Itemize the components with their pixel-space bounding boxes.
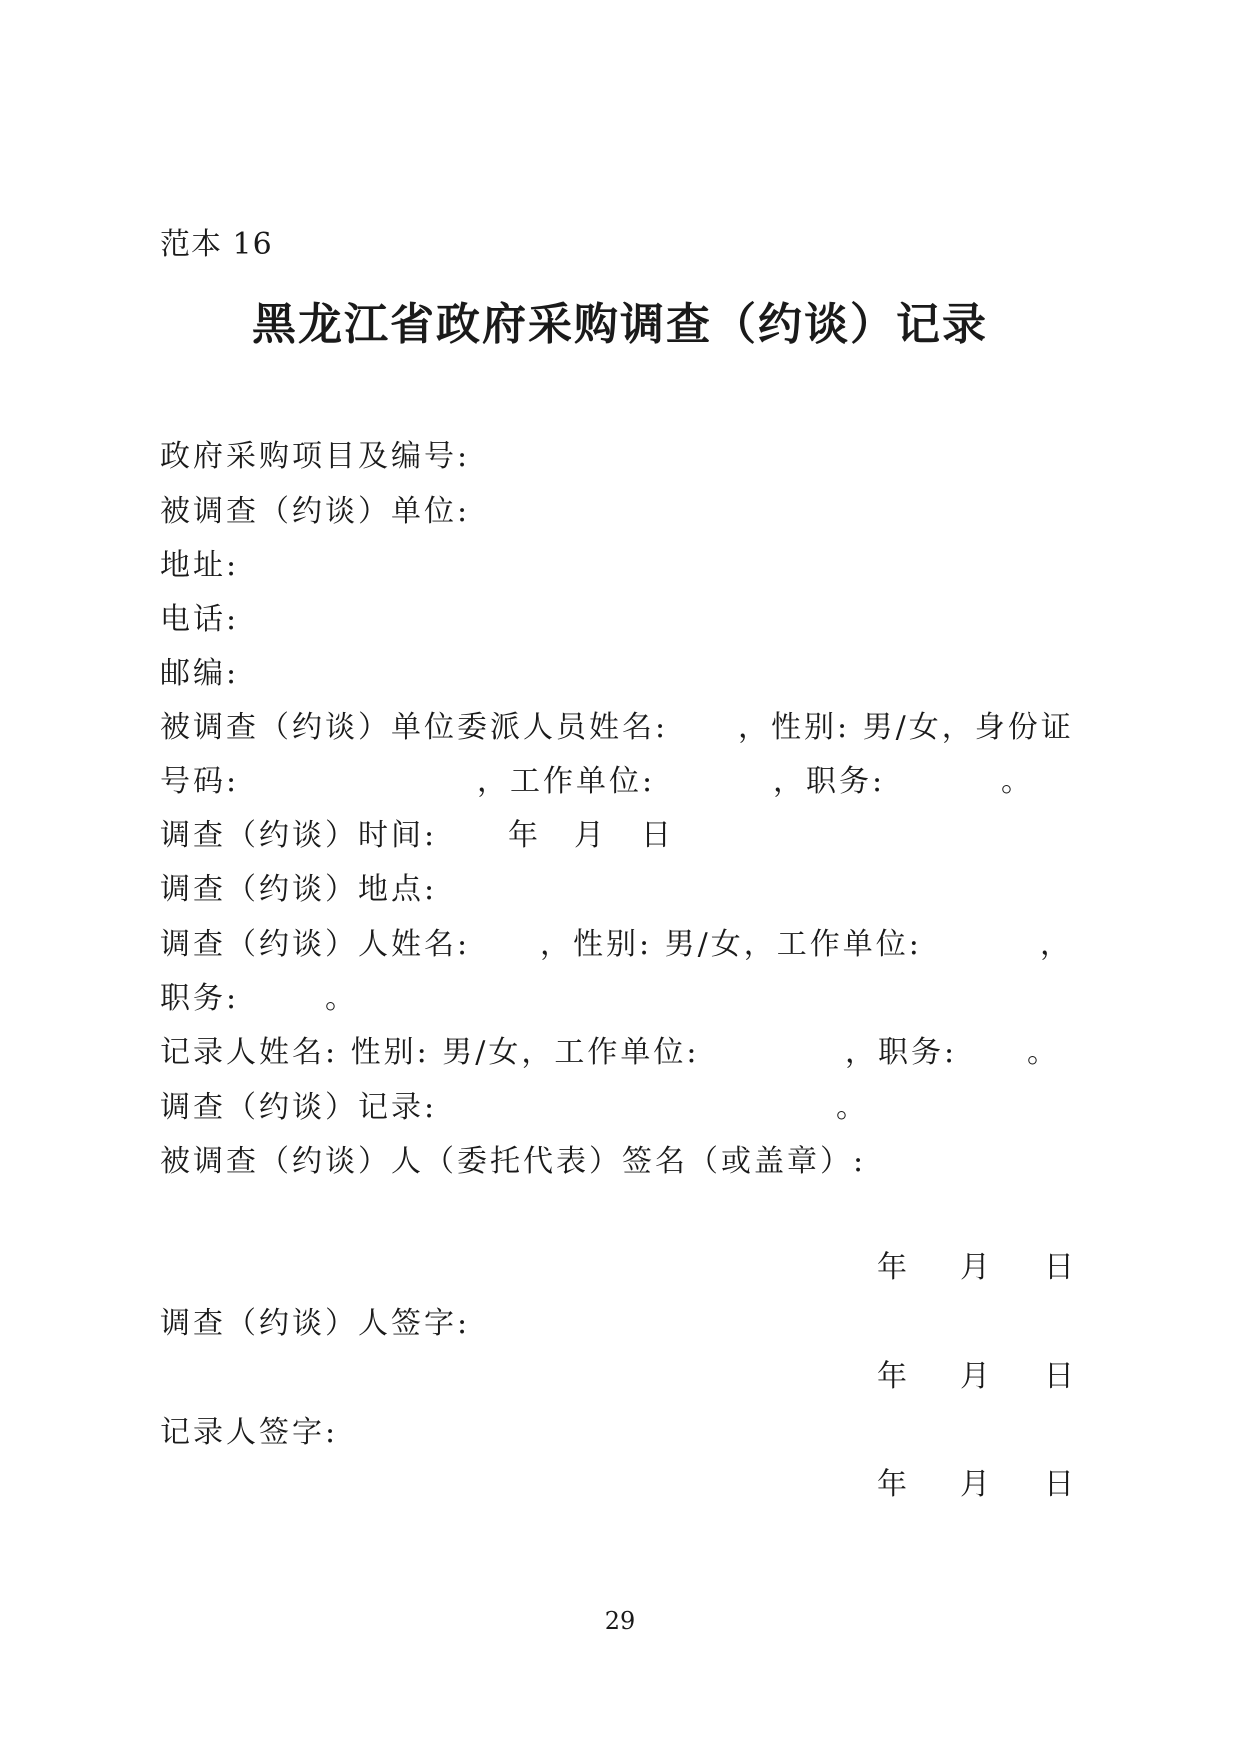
field-investigator-position: 职务: xyxy=(160,981,240,1016)
period-mark: 。 xyxy=(1001,764,1034,799)
field-phone: 电话: xyxy=(160,602,240,637)
signature-date-year: 年 xyxy=(877,1359,907,1394)
field-surveyed-signature: 被调查（约谈）人（委托代表）签名（或盖章）: xyxy=(160,1144,867,1179)
field-survey-record: 调查（约谈）记录: xyxy=(160,1090,438,1125)
field-investigator-name: 调查（约谈）人姓名: xyxy=(160,927,471,962)
comma-mark: ， xyxy=(1040,927,1073,962)
signature-date-year: 年 xyxy=(877,1250,907,1285)
field-investigator-signature: 调查（约谈）人签字: xyxy=(160,1306,471,1341)
page-number: 29 xyxy=(604,1607,636,1635)
field-postcode: 邮编: xyxy=(160,656,240,691)
signature-date-month: 月 xyxy=(960,1250,990,1285)
field-delegate-gender: ，性别: 男/女，身份证 xyxy=(738,710,1074,745)
signature-date-day: 日 xyxy=(1044,1467,1074,1502)
period-mark: 。 xyxy=(325,981,358,1016)
document-title: 黑龙江省政府采购调查（约谈）记录 xyxy=(252,299,988,350)
field-delegate-position: ，职务: xyxy=(773,764,886,799)
field-surveyed-unit: 被调查（约谈）单位: xyxy=(160,494,471,529)
field-delegate-name: 被调查（约谈）单位委派人员姓名: xyxy=(160,710,669,745)
period-mark: 。 xyxy=(1027,1035,1060,1070)
field-id-number: 号码: xyxy=(160,764,240,799)
signature-date-month: 月 xyxy=(960,1467,990,1502)
field-recorder-info: 记录人姓名: 性别: 男/女，工作单位: xyxy=(160,1035,700,1070)
field-recorder-signature: 记录人签字: xyxy=(160,1415,339,1450)
survey-time-year: 年 xyxy=(508,818,538,853)
field-survey-time: 调查（约谈）时间: xyxy=(160,818,438,853)
sample-label: 范本 16 xyxy=(160,227,273,262)
field-investigator-gender-workplace: ，性别: 男/女，工作单位: xyxy=(540,927,922,962)
survey-time-month: 月 xyxy=(574,818,604,853)
signature-date-day: 日 xyxy=(1044,1250,1074,1285)
field-address: 地址: xyxy=(160,548,240,583)
field-survey-place: 调查（约谈）地点: xyxy=(160,872,438,907)
signature-date-month: 月 xyxy=(960,1359,990,1394)
survey-time-day: 日 xyxy=(641,818,671,853)
signature-date-year: 年 xyxy=(877,1467,907,1502)
field-delegate-workplace: ，工作单位: xyxy=(477,764,656,799)
period-mark: 。 xyxy=(836,1090,869,1125)
field-project-and-number: 政府采购项目及编号: xyxy=(160,439,471,474)
field-recorder-position: ，职务: xyxy=(845,1035,958,1070)
signature-date-day: 日 xyxy=(1044,1359,1074,1394)
